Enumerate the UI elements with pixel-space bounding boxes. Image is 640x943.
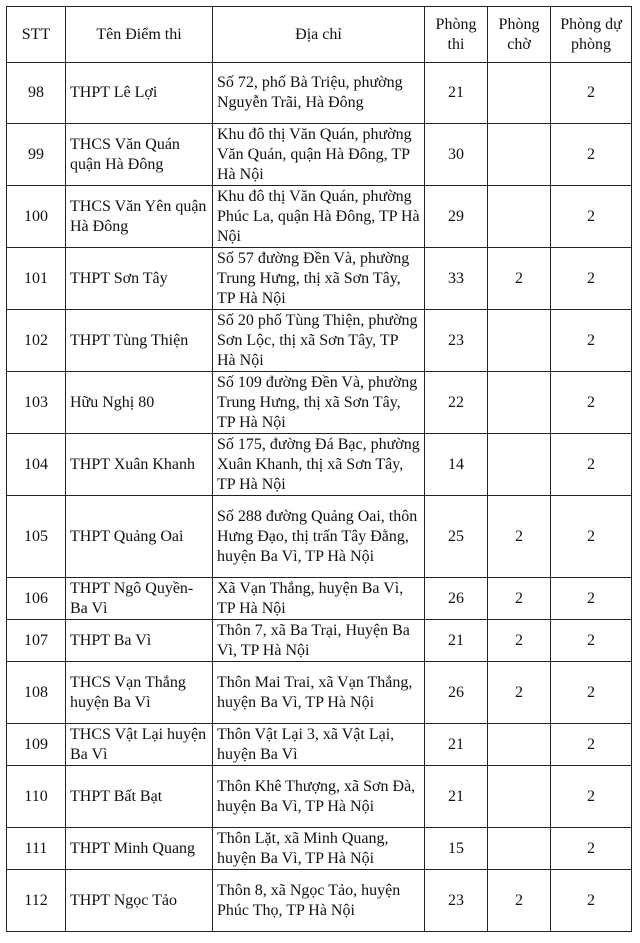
cell-address: Thôn Lặt, xã Minh Quang, huyện Ba Vì, TP Hà Nội	[213, 828, 425, 870]
cell-exam-rooms: 21	[425, 620, 488, 662]
cell-name: THPT Xuân Khanh	[66, 434, 213, 496]
header-address: Địa chỉ	[213, 7, 425, 63]
cell-address: Thôn Khê Thượng, xã Sơn Đà, huyện Ba Vì, TP Hà Nội	[213, 766, 425, 828]
cell-stt: 102	[7, 310, 66, 372]
cell-waiting-rooms	[488, 766, 551, 828]
header-waiting-rooms: Phòng chờ	[488, 7, 551, 63]
cell-exam-rooms: 26	[425, 662, 488, 724]
cell-name: THPT Ngọc Tảo	[66, 870, 213, 932]
cell-name: THPT Tùng Thiện	[66, 310, 213, 372]
cell-address: Khu đô thị Văn Quán, phường Văn Quán, quận Hà Đông, TP Hà Nội	[213, 124, 425, 186]
cell-name: THPT Sơn Tây	[66, 248, 213, 310]
table-row	[7, 870, 632, 932]
table-row	[7, 620, 632, 662]
table-row	[7, 310, 632, 372]
cell-address: Số 57 đường Đền Và, phường Trung Hưng, thị xã Sơn Tây, TP Hà Nội	[213, 248, 425, 310]
table-header-row	[7, 7, 632, 63]
header-name: Tên Điểm thi	[66, 7, 213, 63]
cell-address: Thôn 8, xã Ngọc Tảo, huyện Phúc Thọ, TP Hà Nội	[213, 870, 425, 932]
cell-address: Xã Vạn Thắng, huyện Ba Vì, TP Hà Nội	[213, 578, 425, 620]
table-row	[7, 186, 632, 248]
cell-reserve-rooms: 2	[551, 248, 632, 310]
table-row	[7, 496, 632, 578]
table-row	[7, 766, 632, 828]
cell-exam-rooms: 22	[425, 372, 488, 434]
cell-stt: 111	[7, 828, 66, 870]
cell-stt: 108	[7, 662, 66, 724]
cell-stt: 104	[7, 434, 66, 496]
cell-name: THPT Bất Bạt	[66, 766, 213, 828]
cell-reserve-rooms: 2	[551, 124, 632, 186]
cell-exam-rooms: 33	[425, 248, 488, 310]
cell-waiting-rooms: 2	[488, 248, 551, 310]
cell-exam-rooms: 23	[425, 870, 488, 932]
cell-exam-rooms: 30	[425, 124, 488, 186]
cell-exam-rooms: 21	[425, 766, 488, 828]
table-row	[7, 828, 632, 870]
header-exam-rooms: Phòng thi	[425, 7, 488, 63]
cell-stt: 107	[7, 620, 66, 662]
cell-waiting-rooms	[488, 310, 551, 372]
cell-name: THCS Văn Yên quận Hà Đông	[66, 186, 213, 248]
cell-reserve-rooms: 2	[551, 578, 632, 620]
cell-address: Số 72, phố Bà Triệu, phường Nguyễn Trãi, Hà Đông	[213, 63, 425, 124]
cell-waiting-rooms	[488, 372, 551, 434]
table-row	[7, 662, 632, 724]
header-stt: STT	[7, 7, 66, 63]
cell-stt: 101	[7, 248, 66, 310]
table-row	[7, 248, 632, 310]
cell-address: Thôn Mai Trai, xã Vạn Thắng, huyện Ba Vì, TP Hà Nội	[213, 662, 425, 724]
header-reserve-rooms: Phòng dự phòng	[551, 7, 632, 63]
table-row	[7, 124, 632, 186]
cell-reserve-rooms: 2	[551, 662, 632, 724]
cell-address: Số 109 đường Đền Và, phường Trung Hưng, thị xã Sơn Tây, TP Hà Nội	[213, 372, 425, 434]
table-body	[7, 63, 632, 932]
cell-stt: 98	[7, 63, 66, 124]
cell-stt: 106	[7, 578, 66, 620]
cell-reserve-rooms: 2	[551, 63, 632, 124]
cell-exam-rooms: 15	[425, 828, 488, 870]
cell-name: THPT Quảng Oai	[66, 496, 213, 578]
exam-sites-table-container	[6, 6, 631, 932]
cell-waiting-rooms	[488, 434, 551, 496]
table-row	[7, 372, 632, 434]
cell-address: Thôn 7, xã Ba Trại, Huyện Ba Vì, TP Hà Nội	[213, 620, 425, 662]
cell-name: Hữu Nghị 80	[66, 372, 213, 434]
cell-name: THPT Ngô Quyền-Ba Vì	[66, 578, 213, 620]
cell-reserve-rooms: 2	[551, 186, 632, 248]
cell-address: Khu đô thị Văn Quán, phường Phúc La, quận Hà Đông, TP Hà Nội	[213, 186, 425, 248]
cell-address: Số 288 đường Quảng Oai, thôn Hưng Đạo, thị trấn Tây Đằng, huyện Ba Vì, TP Hà Nội	[213, 496, 425, 578]
cell-waiting-rooms	[488, 63, 551, 124]
cell-stt: 105	[7, 496, 66, 578]
cell-address: Số 20 phố Tùng Thiện, phường Sơn Lộc, thị xã Sơn Tây, TP Hà Nội	[213, 310, 425, 372]
cell-stt: 99	[7, 124, 66, 186]
cell-address: Thôn Vật Lại 3, xã Vật Lại, huyện Ba Vì	[213, 724, 425, 766]
cell-name: THPT Minh Quang	[66, 828, 213, 870]
table-row	[7, 434, 632, 496]
cell-exam-rooms: 14	[425, 434, 488, 496]
cell-reserve-rooms: 2	[551, 766, 632, 828]
table-row	[7, 724, 632, 766]
cell-waiting-rooms: 2	[488, 578, 551, 620]
cell-stt: 100	[7, 186, 66, 248]
cell-reserve-rooms: 2	[551, 310, 632, 372]
cell-reserve-rooms: 2	[551, 434, 632, 496]
table-row	[7, 578, 632, 620]
cell-name: THCS Vật Lại huyện Ba Vì	[66, 724, 213, 766]
cell-waiting-rooms: 2	[488, 496, 551, 578]
cell-stt: 110	[7, 766, 66, 828]
cell-exam-rooms: 21	[425, 724, 488, 766]
cell-stt: 109	[7, 724, 66, 766]
cell-waiting-rooms	[488, 124, 551, 186]
cell-exam-rooms: 26	[425, 578, 488, 620]
cell-waiting-rooms: 2	[488, 620, 551, 662]
cell-reserve-rooms: 2	[551, 870, 632, 932]
cell-exam-rooms: 29	[425, 186, 488, 248]
cell-address: Số 175, đường Đá Bạc, phường Xuân Khanh, thị xã Sơn Tây, TP Hà Nội	[213, 434, 425, 496]
cell-reserve-rooms: 2	[551, 620, 632, 662]
cell-stt: 112	[7, 870, 66, 932]
cell-waiting-rooms	[488, 724, 551, 766]
cell-waiting-rooms	[488, 828, 551, 870]
cell-reserve-rooms: 2	[551, 372, 632, 434]
cell-reserve-rooms: 2	[551, 828, 632, 870]
cell-exam-rooms: 25	[425, 496, 488, 578]
cell-waiting-rooms: 2	[488, 662, 551, 724]
cell-name: THCS Văn Quán quận Hà Đông	[66, 124, 213, 186]
cell-reserve-rooms: 2	[551, 496, 632, 578]
cell-name: THPT Ba Vì	[66, 620, 213, 662]
cell-waiting-rooms: 2	[488, 870, 551, 932]
cell-reserve-rooms: 2	[551, 724, 632, 766]
cell-name: THCS Vạn Thắng huyện Ba Vì	[66, 662, 213, 724]
exam-sites-table	[6, 6, 632, 932]
cell-waiting-rooms	[488, 186, 551, 248]
cell-name: THPT Lê Lợi	[66, 63, 213, 124]
table-row	[7, 63, 632, 124]
cell-exam-rooms: 21	[425, 63, 488, 124]
cell-exam-rooms: 23	[425, 310, 488, 372]
cell-stt: 103	[7, 372, 66, 434]
